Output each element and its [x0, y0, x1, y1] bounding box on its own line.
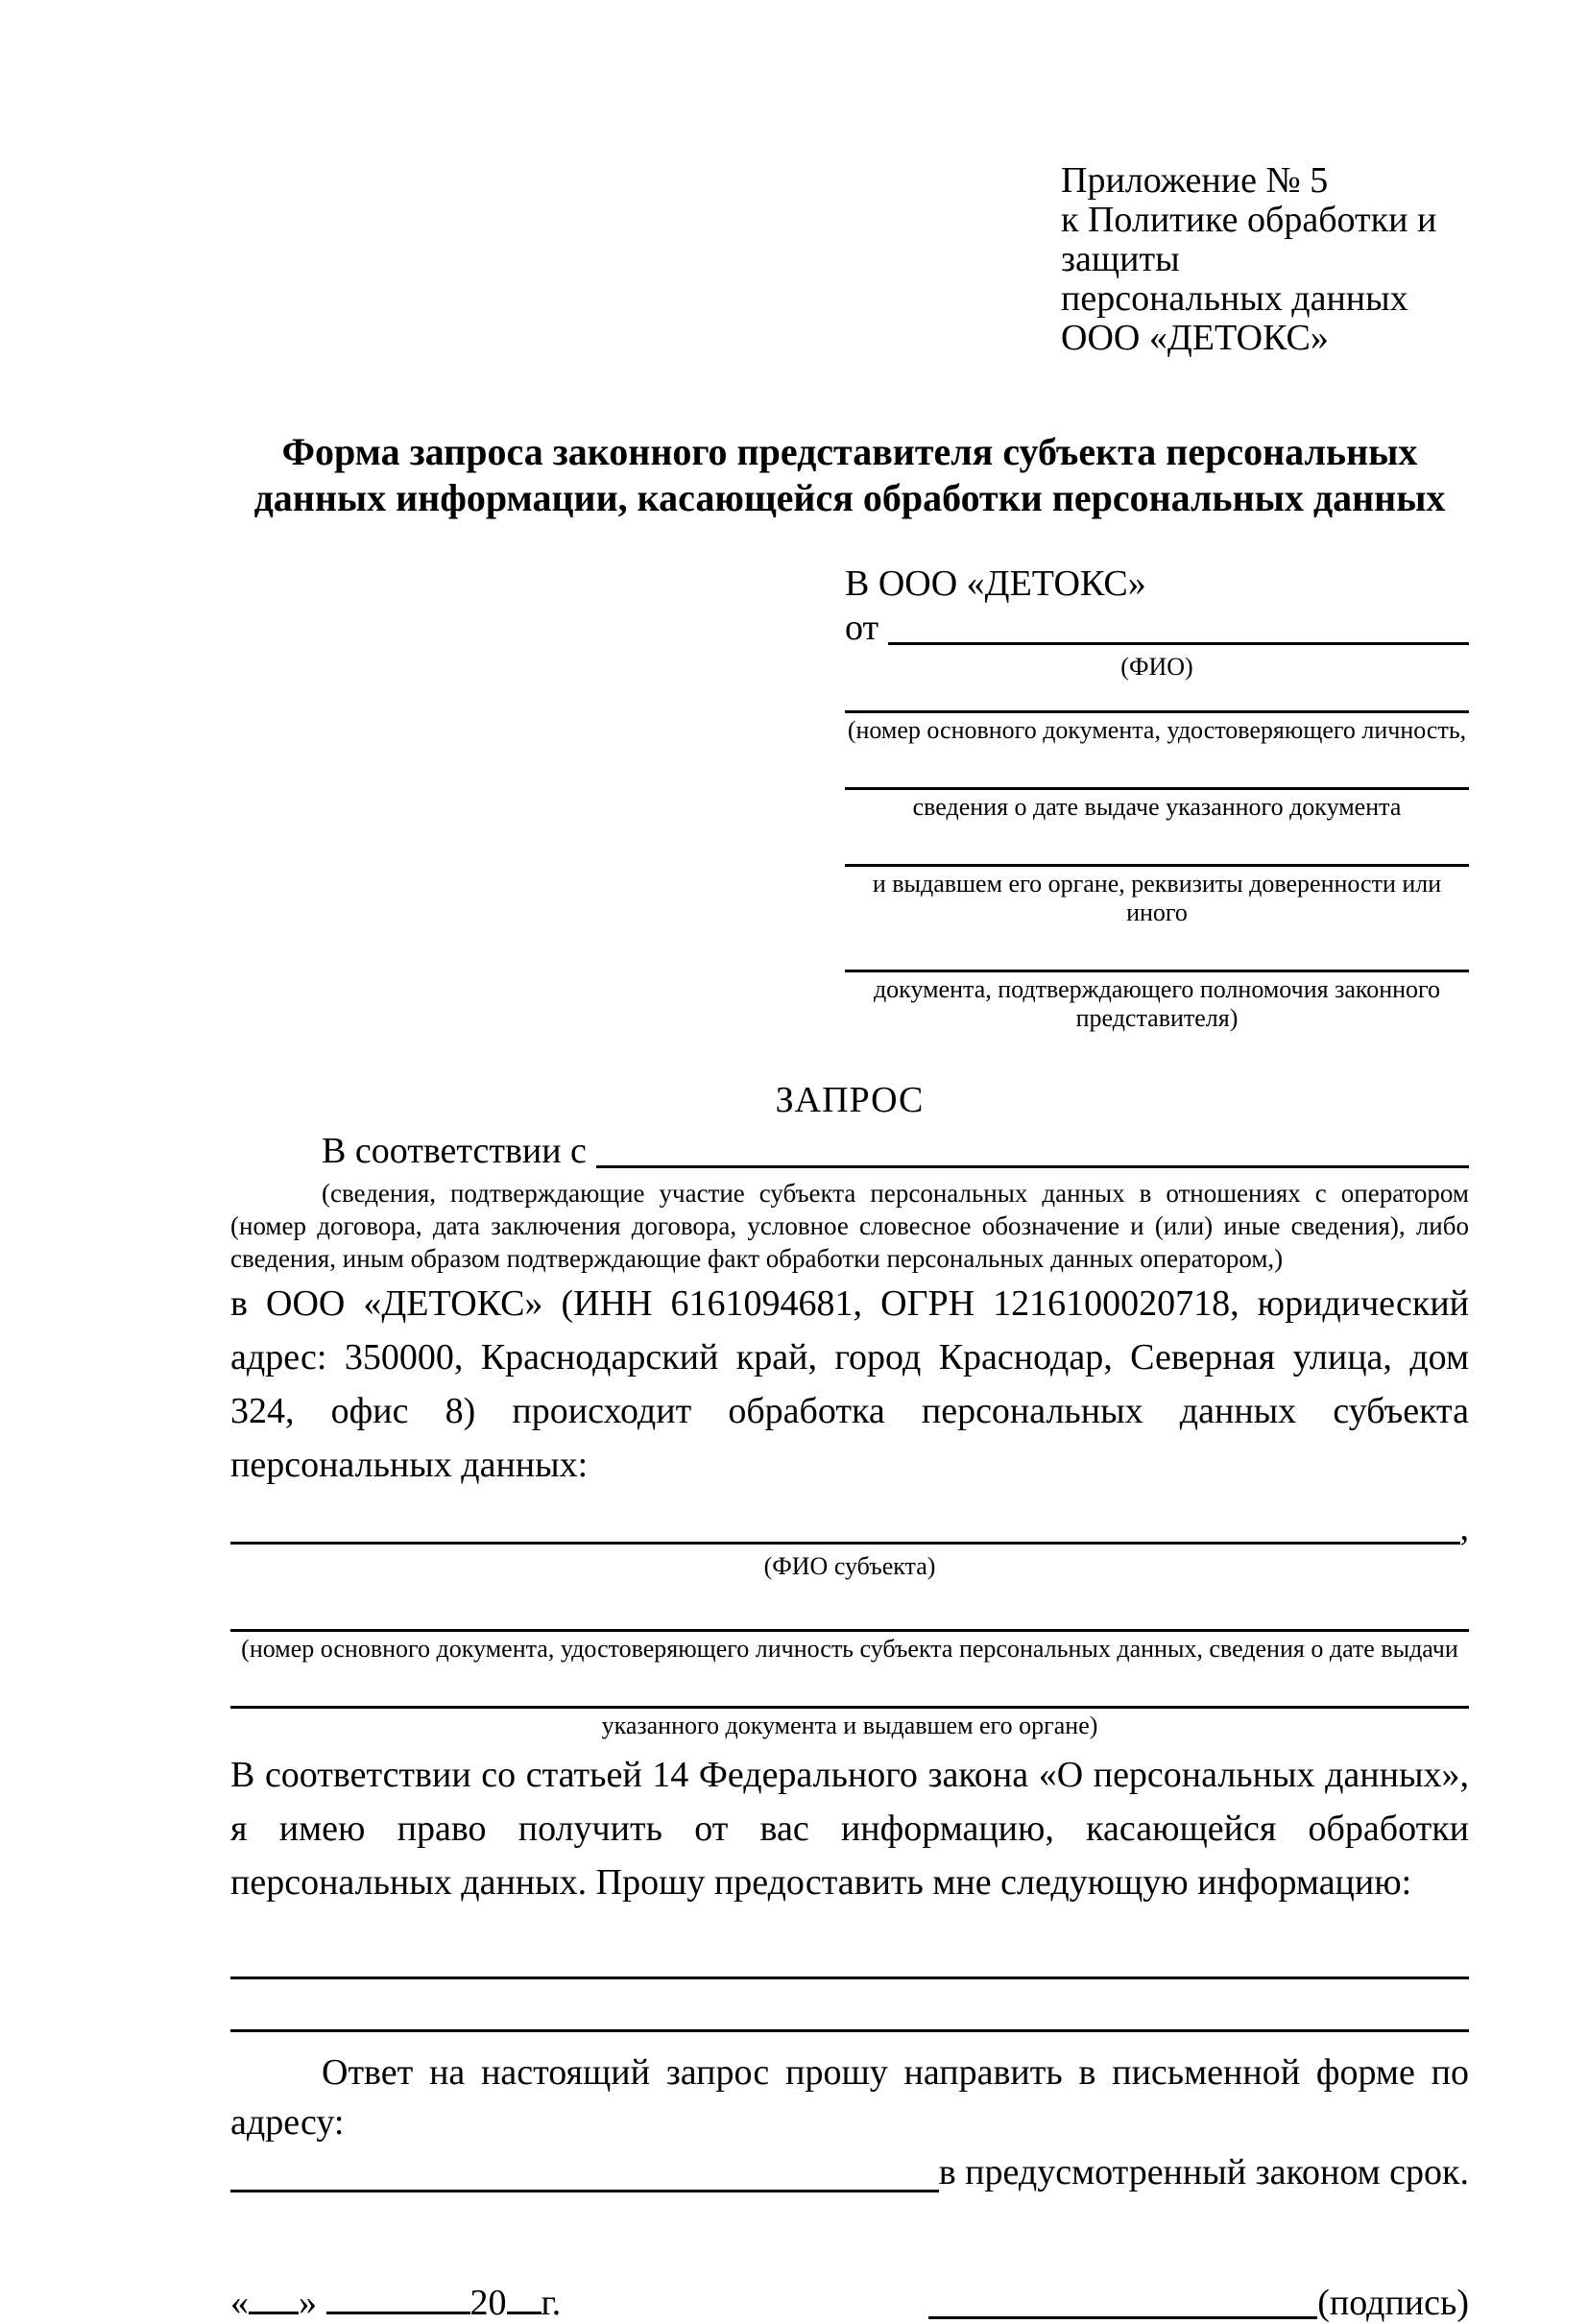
year-prefix: 20 [469, 2283, 507, 2323]
subject-fio-line [230, 1507, 1469, 1549]
blank-caption: документа, подтверждающего полномочия законного представителя) [873, 975, 1441, 1032]
from-label: от [845, 608, 879, 648]
appendix-header [1061, 161, 1469, 358]
blank-line-authority-document [845, 970, 1469, 972]
blank-month [326, 2312, 470, 2314]
blank-line-address [230, 2190, 939, 2192]
subject-document-caption: (номер основного документа, удостоверяющего личность субъекта персональных данных, сведения о дате выдачи [241, 1635, 1458, 1663]
blank-caption: (номер основного документа, удостоверяющего личность, [847, 716, 1467, 744]
year-suffix: г. [541, 2283, 562, 2323]
subject-authority-caption: указанного документа и выдавшем его органе) [601, 1712, 1098, 1739]
operator-paragraph: в ООО «ДЕТОКС» (ИНН 6161094681, ОГРН 1216100020718, юридический адрес: 350000, Краснодарский край, город Краснодар, Северная улица, дом 324, офис 8) происходит обработка персональных данных субъекта персональных данных: [230, 1283, 1469, 1485]
subject-line-comma: , [1459, 1508, 1469, 1548]
request-heading: ЗАПРОС [775, 1080, 925, 1120]
in-accordance-label: В соответствии с [322, 1131, 587, 1171]
answer-address-line [230, 2147, 1469, 2197]
addressee-to: В ООО «ДЕТОКС» [845, 563, 1146, 604]
appendix-line: к Политике обработки и защиты [1061, 200, 1437, 279]
subject-fio-caption: (ФИО субъекта) [763, 1552, 936, 1580]
basis-explanation: (сведения, подтверждающие участие субъекта персональных данных в отношениях с оператором (номер договора, дата заключения договора, условное словесное обозначение и (или) иные сведения), либо сведения, иным образом подтверждающие факт обработки персональных данных оператором,) [230, 1179, 1469, 1273]
blank-line-issue-date [845, 787, 1469, 790]
date-line [230, 2282, 561, 2324]
blank-line-basis [596, 1165, 1469, 1168]
blank-line-subject-document [230, 1629, 1469, 1632]
date-signature-row [230, 2282, 1469, 2324]
blank-caption: сведения о дате выдаче указанного документа [912, 793, 1402, 821]
blank-line-requested-info-2 [230, 2029, 1469, 2032]
appendix-line: персональных данных [1061, 278, 1408, 319]
blank-line-subject-authority [230, 1706, 1469, 1709]
signature-caption: (подпись) [1317, 2283, 1469, 2323]
blank-line-document-number [845, 710, 1469, 713]
blank-line-fio [888, 642, 1469, 645]
appendix-line: Приложение № 5 [1061, 160, 1329, 201]
blank-day [249, 2312, 299, 2314]
blank-line-signature [928, 2316, 1317, 2319]
addressee-block [845, 562, 1469, 1033]
document-title: Форма запроса законного представителя субъекта персональных данных информации, касающейся обработки персональных данных [253, 430, 1446, 519]
blank-caption: и выдавшем его органе, реквизиты доверенности или иного [872, 870, 1442, 926]
appendix-line: ООО «ДЕТОКС» [1061, 318, 1329, 358]
law-paragraph: В соответствии со статьей 14 Федерального закона «О персональных данных», я имею право получить от вас информацию, касающейся обработки персональных данных. Прошу предоставить мне следующую информацию: [230, 1755, 1469, 1903]
blank-line-requested-info-1 [230, 1977, 1469, 1979]
fio-caption: (ФИО) [1120, 653, 1193, 681]
in-accordance-line [230, 1129, 1469, 1173]
blank-line-issuing-authority [845, 864, 1469, 867]
quote-open: « [230, 2283, 249, 2323]
blank-line-subject-fio [230, 1542, 1460, 1545]
signature-line [928, 2282, 1469, 2324]
from-line [845, 606, 1469, 650]
quote-close: » [299, 2283, 317, 2323]
answer-tail: в предусмотренный законом срок. [938, 2152, 1469, 2192]
answer-paragraph: Ответ на настоящий запрос прошу направить в письменной форме по адресу: [230, 2052, 1469, 2143]
blank-year [507, 2312, 541, 2314]
